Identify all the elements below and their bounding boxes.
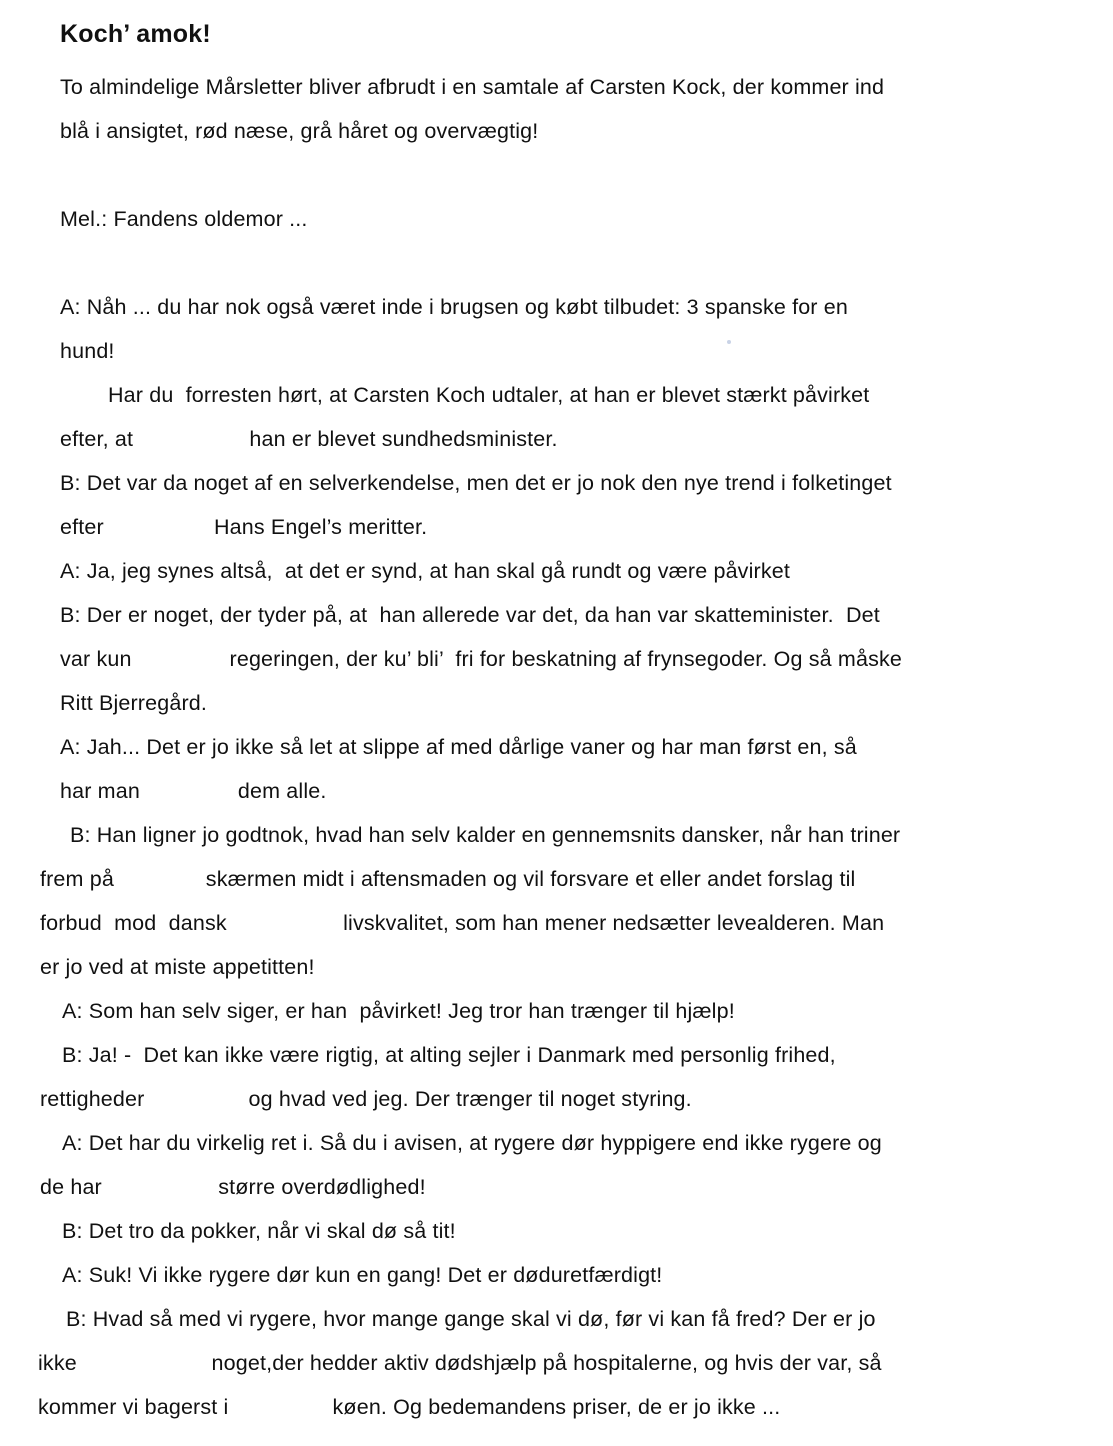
dialogue-line: A: Nåh ... du har nok også været inde i brugsen og købt tilbudet: 3 spanske for en xyxy=(60,295,848,319)
dialogue-line: Ritt Bjerregård. xyxy=(60,691,207,715)
dialogue-line: har man dem alle. xyxy=(60,779,327,803)
dialogue-line: B: Hvad så med vi rygere, hvor mange gange skal vi dø, før vi kan få fred? Der er jo xyxy=(66,1307,876,1331)
dialogue-line: B: Det tro da pokker, når vi skal dø så tit! xyxy=(62,1219,456,1243)
dialogue-line: efter Hans Engel’s meritter. xyxy=(60,515,428,539)
document-title: Koch’ amok! xyxy=(60,20,211,48)
dialogue-line: A: Som han selv siger, er han påvirket! Jeg tror han trænger til hjælp! xyxy=(62,999,735,1023)
dialogue-line: de har større overdødlighed! xyxy=(40,1175,426,1199)
dialogue-line: kommer vi bagerst i køen. Og bedemandens priser, de er jo ikke ... xyxy=(38,1395,781,1419)
scan-speck xyxy=(727,340,731,344)
dialogue-line: A: Ja, jeg synes altså, at det er synd, at han skal gå rundt og være påvirket xyxy=(60,559,790,583)
dialogue-line: frem på skærmen midt i aftensmaden og vil forsvare et eller andet forslag til xyxy=(40,867,856,891)
dialogue-line: B: Ja! - Det kan ikke være rigtig, at alting sejler i Danmark med personlig frihed, xyxy=(62,1043,836,1067)
dialogue-line: rettigheder og hvad ved jeg. Der trænger til noget styring. xyxy=(40,1087,692,1111)
dialogue-line: Har du forresten hørt, at Carsten Koch udtaler, at han er blevet stærkt påvirket xyxy=(108,383,870,407)
dialogue-line: forbud mod dansk livskvalitet, som han mener nedsætter levealderen. Man xyxy=(40,911,885,935)
dialogue-line: A: Jah... Det er jo ikke så let at slippe af med dårlige vaner og har man først en, så xyxy=(60,735,857,759)
dialogue-line: er jo ved at miste appetitten! xyxy=(40,955,315,979)
dialogue-line: ikke noget,der hedder aktiv dødshjælp på hospitalerne, og hvis der var, så xyxy=(38,1351,882,1375)
melody-line: Mel.: Fandens oldemor ... xyxy=(60,207,308,231)
dialogue-line: B: Det var da noget af en selverkendelse, men det er jo nok den nye trend i folketinget xyxy=(60,471,892,495)
dialogue-line: B: Han ligner jo godtnok, hvad han selv kalder en gennemsnits dansker, når han triner xyxy=(70,823,901,847)
dialogue-line: B: Der er noget, der tyder på, at han allerede var det, da han var skatteminister. Det xyxy=(60,603,880,627)
intro-line: To almindelige Mårsletter bliver afbrudt i en samtale af Carsten Kock, der kommer ind xyxy=(60,75,885,99)
dialogue-line: efter, at han er blevet sundhedsminister. xyxy=(60,427,558,451)
dialogue-line: A: Det har du virkelig ret i. Så du i avisen, at rygere dør hyppigere end ikke rygere og xyxy=(62,1131,882,1155)
dialogue-line: var kun regeringen, der ku’ bli’ fri for beskatning af frynsegoder. Og så måske xyxy=(60,647,902,671)
intro-line: blå i ansigtet, rød næse, grå håret og overvægtig! xyxy=(60,119,539,143)
dialogue-line: A: Suk! Vi ikke rygere dør kun en gang! Det er døduretfærdigt! xyxy=(62,1263,663,1287)
dialogue-line: hund! xyxy=(60,339,115,363)
